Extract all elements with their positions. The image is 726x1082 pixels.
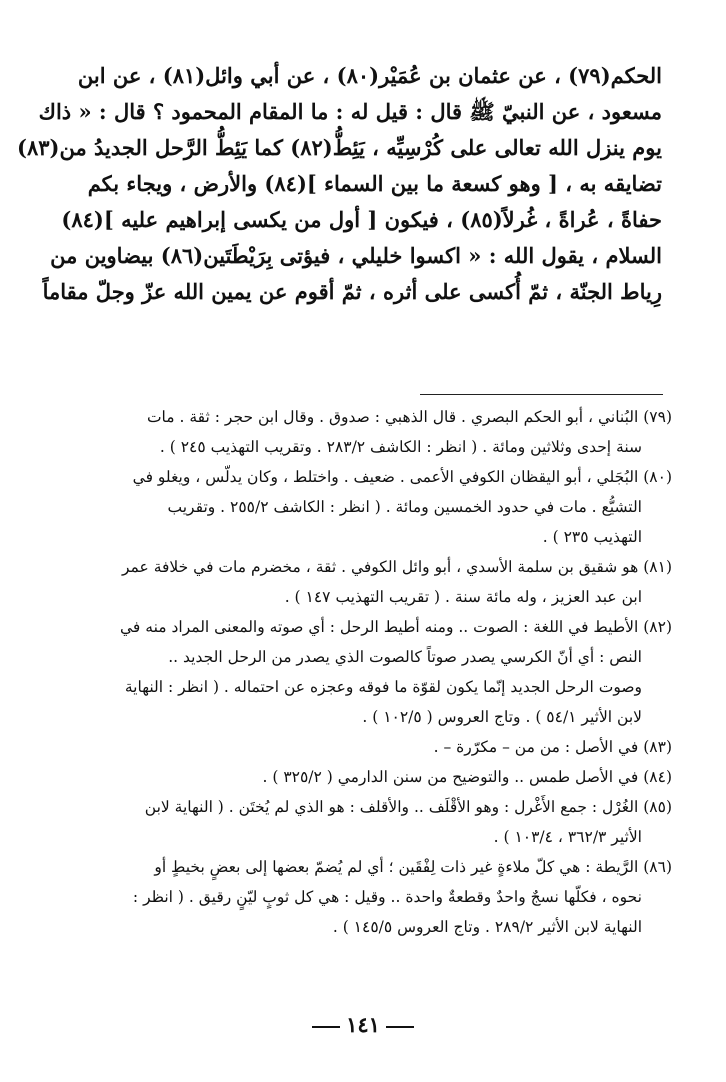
footnote-line: (٨٣) في الأصل : من من – مكرّرة – .	[433, 738, 672, 756]
footnote-line: التهذيب ٢٣٥ ) .	[542, 528, 642, 546]
footnote-separator	[420, 394, 663, 395]
page-number-dash	[312, 1026, 340, 1028]
footnote-line: (٨١) هو شقيق بن سلمة الأسدي ، أبو وائل الكوفي . ثقة ، مخضرم مات في خلافة عمر	[122, 558, 672, 576]
footnote-line: (٧٩) البُناني ، أبو الحكم البصري . قال الذهبي : صدوق . وقال ابن حجر : ثقة . مات	[146, 408, 672, 426]
footnotes	[100, 402, 672, 942]
footnote-85	[100, 792, 672, 852]
footnote-line: التشيُّع . مات في حدود الخمسين ومائة . ( انظر : الكاشف ٢٥٥/٢ . وتقريب	[167, 498, 642, 516]
main-text-line: السلام ، يقول الله : « اكسوا خليلي ، فيؤتى بِرَيْطَتَين(٨٦) بيضاوين من	[50, 243, 662, 268]
footnote-line: النص : أي أنّ الكرسي يصدر صوتاً كالصوت الذي يصدر من الرحل الجديد ..	[168, 648, 642, 666]
footnote-line: الأثير ٣٦٢/٣ ، ١٠٣/٤ ) .	[493, 828, 642, 846]
page-number	[0, 1012, 726, 1037]
footnote-line: لابن الأثير ٥٤/١ ) . وتاج العروس ( ١٠٢/٥ ) .	[362, 708, 642, 726]
footnote-line: (٨٢) الأطيط في اللغة : الصوت .. ومنه أطيط الرحل : أي صوته والمعنى المراد منه في	[120, 618, 672, 636]
footnote-line: (٨٤) في الأصل طمس .. والتوضيح من سنن الدارمي ( ٣٢٥/٢ ) .	[262, 768, 672, 786]
footnote-line: نحوه ، فكلّها نسجٌ واحدٌ وقطعةٌ واحدة .. وقيل : هي كل ثوبٍ ليّنٍ رقيق . ( انظر :	[132, 888, 642, 906]
main-text-line: يوم ينزل الله تعالى على كُرْسِيِّه ، يَئِطُّ(٨٢) كما يَئِطُّ الرَّحل الجديدُ من(٨٣)	[17, 135, 662, 160]
footnote-line: (٨٥) الغُرْل : جمع الأَغْرل : وهو الأقْلَف .. والأقلف : هو الذي لم يُختَن . ( النهاية لابن	[144, 798, 672, 816]
footnote-line: النهاية لابن الأثير ٢٨٩/٢ . وتاج العروس ١٤٥/٥ ) .	[332, 918, 642, 936]
page-number-dash	[386, 1026, 414, 1028]
footnote-84	[100, 762, 672, 792]
main-text	[17, 58, 662, 310]
footnote-line: ابن عبد العزيز ، وله مائة سنة . ( تقريب التهذيب ١٤٧ ) .	[284, 588, 642, 606]
main-text-line: مسعود ، عن النبيّ ﷺ قال : قيل له : ما المقام المحمود ؟ قال : « ذاك	[38, 99, 662, 124]
main-text-line: الحكم(٧٩) ، عن عثمان بن عُمَيْر(٨٠) ، عن أبي وائل(٨١) ، عن ابن	[77, 63, 662, 88]
footnote-86	[100, 852, 672, 942]
footnote-81	[100, 552, 672, 612]
footnote-83	[100, 732, 672, 762]
main-text-line: تضايقه به ، [ وهو كسعة ما بين السماء ](٨٤) والأرض ، ويجاء بكم	[87, 171, 662, 196]
footnote-79	[100, 402, 672, 462]
footnote-line: (٨٠) البُجَلي ، أبو اليقظان الكوفي الأعمى . ضعيف . واختلط ، وكان يدلّس ، ويغلو في	[132, 468, 672, 486]
footnote-80	[100, 462, 672, 552]
main-text-line: رِياط الجنّة ، ثمّ أُكسى على أثره ، ثمّ أقوم عن يمين الله عزّ وجلّ مقاماً	[42, 279, 662, 304]
footnote-82	[100, 612, 672, 732]
footnote-line: سنة إحدى وثلاثين ومائة . ( انظر : الكاشف ٢٨٣/٢ . وتقريب التهذيب ٢٤٥ ) .	[159, 438, 642, 456]
page-number-value: ١٤١	[346, 1012, 380, 1037]
footnote-line: وصوت الرحل الجديد إنّما يكون لقوّة ما فوقه وعجزه عن احتماله . ( انظر : النهاية	[124, 678, 642, 696]
main-text-line: حفاةً ، عُراةً ، غُرلاً(٨٥) ، فيكون [ أول من يكسى إبراهيم عليه ](٨٤)	[61, 207, 662, 232]
footnote-line: (٨٦) الرَّيطة : هي كلّ ملاءةٍ غير ذات لِفْقَين ؛ أي لم يُضمّ بعضها إلى بعضٍ بخيطٍ أو	[154, 858, 672, 876]
